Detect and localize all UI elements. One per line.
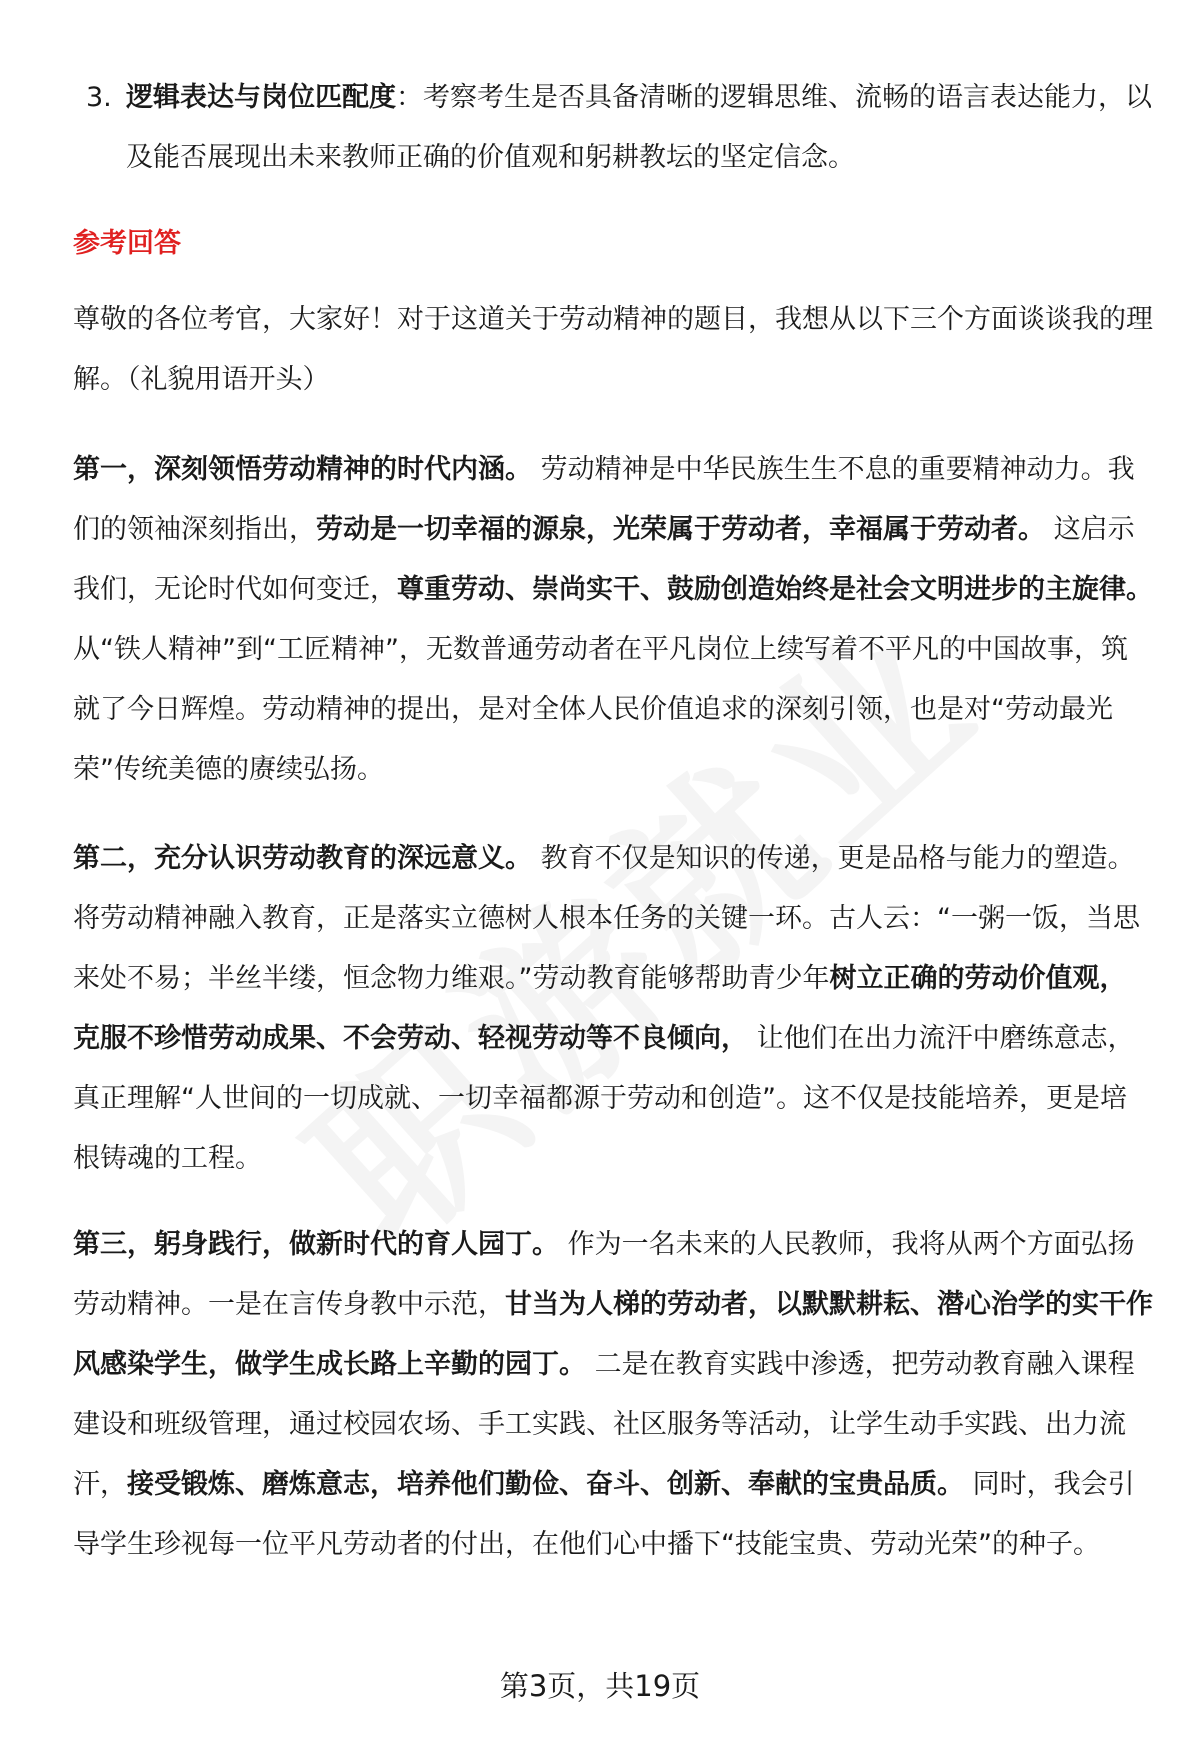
paragraph-lead: 第二，充分认识劳动教育的深远意义。 [73,843,532,874]
paragraph-text: 从“铁人精神”到“工匠精神”，无数普通劳动者在平凡岗位上续写着不平凡的中国故事，筑就了今日辉煌。劳动精神的提出，是对全体人民价值追求的深刻引领，也是对“劳动最光荣”传统美德的赓续弘扬。 [73,634,1128,785]
paragraph-emphasis: 尊重劳动、崇尚实干、鼓励创造始终是社会文明进步的主旋律。 [397,574,1153,605]
paragraph-text: 这启示我们，无论时代如何变迁， [73,514,1135,605]
paragraph-text: 作为一名未来的人民教师，我将从两个方面弘扬劳动精神。一是在言传身教中示范， [73,1229,1135,1320]
paragraph-lead: 第一，深刻领悟劳动精神的时代内涵。 [73,454,532,485]
paragraph-text: 同时，我会引导学生珍视每一位平凡劳动者的付出，在他们心中播下“技能宝贵、劳动光荣”的种子。 [73,1469,1135,1560]
intro-paragraph: 尊敬的各位考官，大家好！对于这道关于劳动精神的题目，我想从以下三个方面谈谈我的理解。（礼貌用语开头） [73,304,1153,395]
paragraph-lead: 第三，躬身践行，做新时代的育人园丁。 [73,1229,559,1260]
page-footer: 第3页，共19页 [499,1669,701,1703]
list-item-body [126,68,1153,188]
paragraph-text: 二是在教育实践中渗透，把劳动教育融入课程建设和班级管理，通过校园农场、手工实践、社区服务等活动，让学生动手实践、出力流汗， [73,1349,1135,1500]
paragraph-emphasis: 劳动是一切幸福的源泉，光荣属于劳动者，幸福属于劳动者。 [316,514,1045,545]
paragraph-text: 让他们在出力流汗中磨练意志，真正理解“人世间的一切成就、一切幸福都源于劳动和创造”。这不仅是技能培养，更是培根铸魂的工程。 [73,1023,1135,1174]
paragraph-second [73,829,1153,1189]
paragraph-third [73,1215,1153,1575]
list-item-3 [73,68,1153,188]
paragraph-first [73,440,1153,800]
paragraph-emphasis: 甘当为人梯的劳动者，以默默耕耘、潜心治学的实干作风感染学生，做学生成长路上辛勤的园丁。 [73,1289,1153,1380]
paragraph-text: 教育不仅是知识的传递，更是品格与能力的塑造。将劳动精神融入教育，正是落实立德树人根本任务的关键一环。古人云：“一粥一饭，当思来处不易；半丝半缕，恒念物力维艰。”劳动教育能够帮助青少年 [73,843,1140,994]
list-item-text: ：考察考生是否具备清晰的逻辑思维、流畅的语言表达能力，以及能否展现出未来教师正确的价值观和躬耕教坛的坚定信念。 [126,82,1152,173]
section-heading: 参考回答 [73,228,181,259]
list-item-title: 逻辑表达与岗位匹配度 [126,82,396,113]
paragraph-emphasis: 树立正确的劳动价值观，克服不珍惜劳动成果、不会劳动、轻视劳动等不良倾向， [73,963,1127,1054]
paragraph-text: 劳动精神是中华民族生生不息的重要精神动力。我们的领袖深刻指出， [73,454,1135,545]
list-number: 3. [86,82,112,113]
paragraph-emphasis: 接受锻炼、磨炼意志，培养他们勤俭、奋斗、创新、奉献的宝贵品质。 [127,1469,964,1500]
